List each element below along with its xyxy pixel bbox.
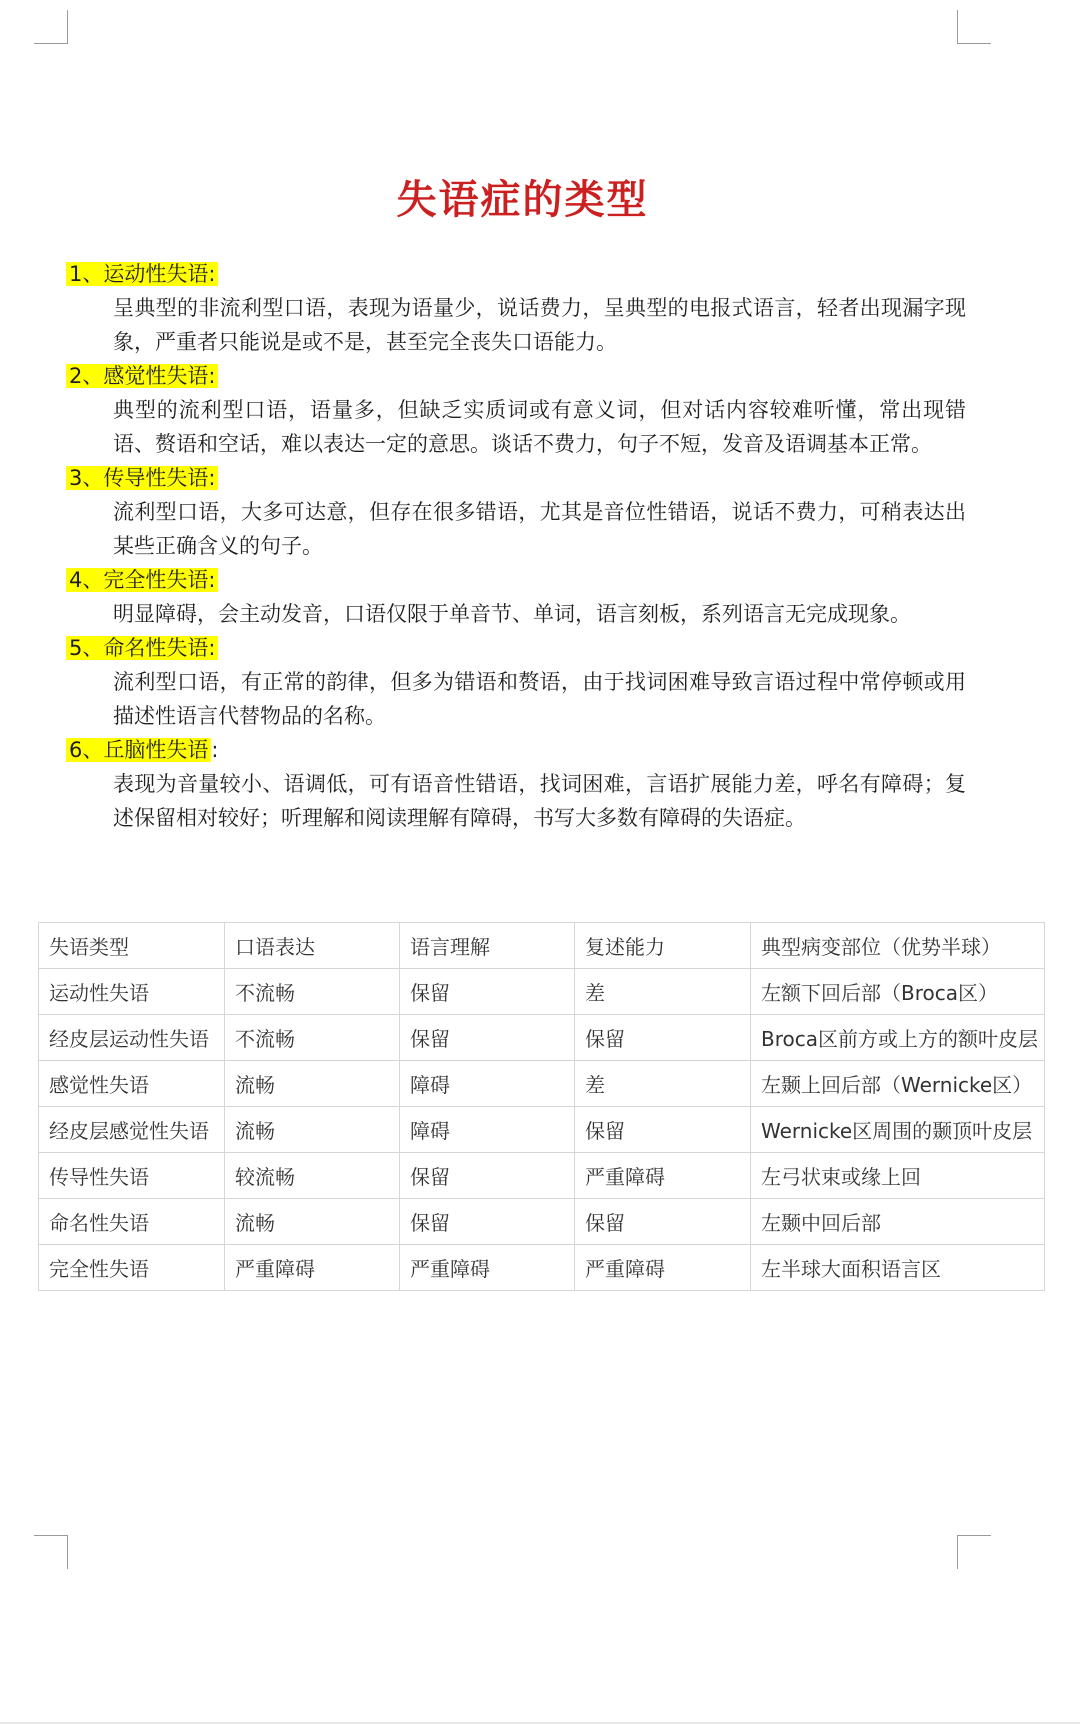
table-cell: 传导性失语 <box>39 1153 225 1199</box>
table-row <box>39 1199 1045 1245</box>
table-cell: 流畅 <box>225 1061 400 1107</box>
table-cell: 保留 <box>400 1199 575 1245</box>
section-body: 明显障碍，会主动发音，口语仅限于单音节、单词，语言刻板，系列语言无完成现象。 <box>113 602 911 626</box>
table-cell: 严重障碍 <box>225 1245 400 1291</box>
section-heading: 3、传导性失语: <box>66 466 218 490</box>
table-header-row <box>39 923 1045 969</box>
table-cell: 保留 <box>400 1015 575 1061</box>
column-header: 复述能力 <box>575 923 751 969</box>
table-row <box>39 1015 1045 1061</box>
table-cell: 保留 <box>400 1153 575 1199</box>
section-heading: 4、完全性失语: <box>66 568 218 592</box>
table-cell: 保留 <box>575 1199 751 1245</box>
table-cell: 经皮层感觉性失语 <box>39 1107 225 1153</box>
page-bottom-divider <box>0 1722 1080 1724</box>
table-cell: 左弓状束或缘上回 <box>751 1153 1045 1199</box>
section-body: 流利型口语，大多可达意，但存在很多错语，尤其是音位性错语，说话不费力，可稍表达出某些正确含义的句子。 <box>113 500 966 558</box>
section-heading: 6、丘脑性失语 <box>66 738 211 762</box>
column-header: 失语类型 <box>39 923 225 969</box>
table-cell: 较流畅 <box>225 1153 400 1199</box>
aphasia-sections <box>66 257 966 835</box>
table-cell: 差 <box>575 1061 751 1107</box>
page-title: 失语症的类型 <box>396 177 649 223</box>
table-cell: 感觉性失语 <box>39 1061 225 1107</box>
table-cell: 不流畅 <box>225 969 400 1015</box>
section-heading: 5、命名性失语: <box>66 636 218 660</box>
section-global <box>66 563 966 631</box>
table-cell: 不流畅 <box>225 1015 400 1061</box>
table-row <box>39 1107 1045 1153</box>
table-cell: 差 <box>575 969 751 1015</box>
table-cell: Broca区前方或上方的额叶皮层 <box>751 1015 1045 1061</box>
column-header: 口语表达 <box>225 923 400 969</box>
table-cell: 保留 <box>575 1015 751 1061</box>
section-anomic <box>66 631 966 733</box>
section-body: 流利型口语，有正常的韵律，但多为错语和赘语，由于找词困难导致言语过程中常停顿或用描述性语言代替物品的名称。 <box>113 670 966 728</box>
column-header: 典型病变部位（优势半球） <box>751 923 1045 969</box>
section-conduction <box>66 461 966 563</box>
section-heading: 2、感觉性失语: <box>66 364 218 388</box>
table-cell: 流畅 <box>225 1199 400 1245</box>
table-row <box>39 1153 1045 1199</box>
column-header: 语言理解 <box>400 923 575 969</box>
table-cell: 严重障碍 <box>575 1245 751 1291</box>
table-row <box>39 1061 1045 1107</box>
table-cell: 运动性失语 <box>39 969 225 1015</box>
crop-mark-top-right <box>957 10 991 44</box>
table-cell: 严重障碍 <box>400 1245 575 1291</box>
table-cell: 障碍 <box>400 1061 575 1107</box>
table-cell: 左额下回后部（Broca区） <box>751 969 1045 1015</box>
table-cell: 左半球大面积语言区 <box>751 1245 1045 1291</box>
table-cell: 流畅 <box>225 1107 400 1153</box>
table-cell: 保留 <box>400 969 575 1015</box>
table-cell: 命名性失语 <box>39 1199 225 1245</box>
table-row <box>39 1245 1045 1291</box>
aphasia-comparison-table <box>38 922 1045 1291</box>
table-cell: 保留 <box>575 1107 751 1153</box>
crop-mark-bottom-left <box>34 1535 68 1569</box>
section-sensory <box>66 359 966 461</box>
crop-mark-bottom-right <box>957 1535 991 1569</box>
section-heading: 1、运动性失语: <box>66 262 218 286</box>
table-cell: 经皮层运动性失语 <box>39 1015 225 1061</box>
table-cell: 障碍 <box>400 1107 575 1153</box>
table-cell: 左颞上回后部（Wernicke区） <box>751 1061 1045 1107</box>
table-cell: 完全性失语 <box>39 1245 225 1291</box>
crop-mark-top-left <box>34 10 68 44</box>
section-body: 呈典型的非流利型口语，表现为语量少，说话费力，呈典型的电报式语言，轻者出现漏字现象，严重者只能说是或不是，甚至完全丧失口语能力。 <box>113 296 966 354</box>
table-cell: 左颞中回后部 <box>751 1199 1045 1245</box>
table-cell: 严重障碍 <box>575 1153 751 1199</box>
table-row <box>39 969 1045 1015</box>
section-body: 表现为音量较小、语调低，可有语音性错语，找词困难，言语扩展能力差，呼名有障碍；复述保留相对较好；听理解和阅读理解有障碍，书写大多数有障碍的失语症。 <box>113 772 966 830</box>
table-cell: Wernicke区周围的颞顶叶皮层 <box>751 1107 1045 1153</box>
section-thalamic <box>66 733 966 835</box>
section-motor <box>66 257 966 359</box>
section-body: 典型的流利型口语，语量多，但缺乏实质词或有意义词，但对话内容较难听懂，常出现错语、赘语和空话，难以表达一定的意思。谈话不费力，句子不短，发音及语调基本正常。 <box>113 398 966 456</box>
section-heading-colon: : <box>211 738 219 762</box>
